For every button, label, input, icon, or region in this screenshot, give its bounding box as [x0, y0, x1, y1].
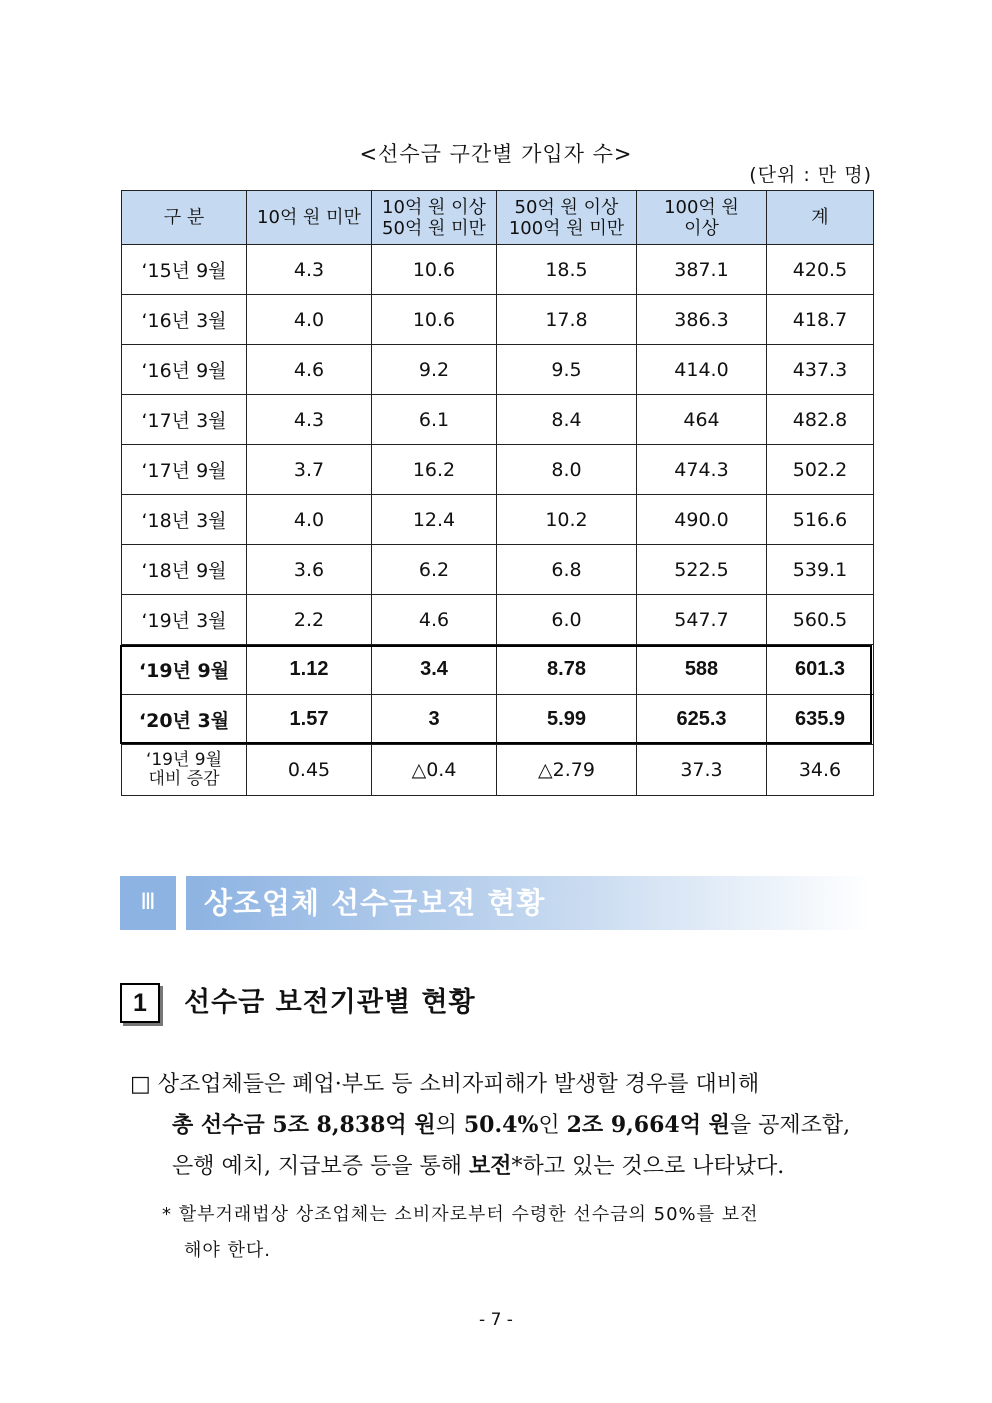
cell-text: 2.2 — [293, 608, 325, 631]
table-row — [122, 445, 874, 495]
cell-text: 4.0 — [293, 308, 325, 331]
row-label — [122, 595, 247, 645]
column-header-text: 50억 원 미만 — [382, 217, 486, 239]
footnote — [162, 1197, 874, 1269]
row-label — [122, 245, 247, 295]
cell-text: 대비 증감 — [148, 769, 220, 789]
table-cell — [497, 445, 637, 495]
table-cell — [247, 645, 372, 695]
cell-text: 0.45 — [287, 759, 331, 781]
table-cell — [247, 595, 372, 645]
table-cell — [767, 645, 874, 695]
table-cell — [637, 345, 767, 395]
cell-text: 1.12 — [289, 658, 329, 680]
cell-text: 464 — [683, 408, 720, 431]
column-header-text: 이상 — [684, 217, 719, 239]
table-cell — [637, 295, 767, 345]
cell-text: 37.3 — [680, 759, 723, 781]
table-row — [122, 745, 874, 796]
table-cell — [372, 495, 497, 545]
cell-text: 588 — [684, 658, 719, 680]
table-cell — [497, 245, 637, 295]
column-header-text: 50억 원 이상 — [514, 196, 619, 218]
table-cell — [767, 445, 874, 495]
table-cell — [247, 695, 372, 745]
table-row — [122, 295, 874, 345]
cell-text: 8.78 — [547, 658, 586, 680]
paragraph-text: *하고 있는 것으로 나타났다. — [511, 1154, 785, 1179]
table-cell — [497, 345, 637, 395]
table-cell — [497, 645, 637, 695]
table-cell — [497, 595, 637, 645]
cell-text: ‘18년 3월 — [141, 510, 227, 532]
table-row — [122, 695, 874, 745]
cell-text: 10.6 — [412, 258, 456, 281]
cell-text: 17.8 — [545, 308, 588, 331]
table-cell — [247, 395, 372, 445]
table-cell — [497, 395, 637, 445]
table-cell — [637, 245, 767, 295]
row-label — [122, 445, 247, 495]
table-cell — [767, 545, 874, 595]
table-cell — [247, 545, 372, 595]
row-label — [122, 695, 247, 745]
cell-text: 1.57 — [289, 708, 329, 730]
table-cell — [637, 495, 767, 545]
table-cell — [247, 495, 372, 545]
protected-amount: 2조 9,664억 원 — [566, 1112, 730, 1138]
table-caption: <선수금 구간별 가입자 수> — [359, 142, 633, 166]
table-row — [122, 245, 874, 295]
paragraph-text: 의 — [435, 1113, 464, 1138]
table-cell — [247, 745, 372, 796]
section-header — [120, 876, 872, 930]
table-cell — [372, 445, 497, 495]
row-label — [122, 495, 247, 545]
column-header-text: 100억 원 미만 — [508, 217, 625, 239]
table-cell — [497, 545, 637, 595]
paragraph-text: 은행 예치, 지급보증 등을 통해 — [172, 1154, 469, 1179]
subscriber-table — [121, 190, 874, 796]
cell-text: 4.0 — [293, 508, 325, 531]
cell-text: ‘19년 3월 — [141, 610, 227, 632]
cell-text: 9.5 — [551, 358, 582, 381]
column-header — [122, 191, 247, 245]
total-prepayment: 총 선수금 5조 8,838억 원 — [172, 1112, 436, 1138]
table-cell — [497, 495, 637, 545]
table-cell — [767, 745, 874, 796]
table-row — [122, 345, 874, 395]
cell-text: 18.5 — [545, 258, 588, 281]
cell-text: 502.2 — [792, 458, 848, 481]
table-cell — [372, 545, 497, 595]
subsection-number: 1 — [120, 983, 160, 1023]
cell-text: 9.2 — [418, 358, 450, 381]
cell-text: 474.3 — [674, 458, 729, 481]
column-header — [497, 191, 637, 245]
subsection-title: 선수금 보전기관별 현황 — [184, 987, 476, 1018]
table-cell — [767, 245, 874, 295]
cell-text: 414.0 — [674, 358, 729, 381]
table-cell — [497, 295, 637, 345]
cell-text: ‘19년 9월 — [138, 660, 230, 682]
paragraph-text: 상조업체들은 폐업·부도 등 소비자피해가 발생할 경우를 대비해 — [157, 1072, 760, 1097]
cell-text: 3.4 — [420, 658, 448, 680]
table-cell — [637, 545, 767, 595]
table-cell — [767, 595, 874, 645]
table-cell — [767, 695, 874, 745]
cell-text: 5.99 — [547, 708, 586, 730]
table-row — [122, 495, 874, 545]
paragraph-text: 인 — [538, 1113, 567, 1138]
bullet-icon: □ — [130, 1072, 151, 1097]
cell-text: 522.5 — [674, 558, 729, 581]
column-header-text: 100억 원 — [664, 196, 739, 218]
cell-text: 490.0 — [674, 508, 729, 531]
cell-text: ‘16년 9월 — [141, 360, 227, 382]
cell-text: 6.2 — [418, 558, 450, 581]
table-cell — [637, 445, 767, 495]
cell-text: ‘15년 9월 — [141, 260, 227, 282]
paragraph-line-2 — [130, 1105, 875, 1146]
paragraph-line-1 — [130, 1064, 875, 1105]
table-cell — [767, 295, 874, 345]
cell-text: 386.3 — [674, 308, 729, 331]
cell-text: ‘16년 3월 — [141, 310, 227, 332]
table-cell — [372, 295, 497, 345]
cell-text: 635.9 — [794, 708, 846, 730]
table-cell — [372, 395, 497, 445]
table-cell — [247, 295, 372, 345]
table-cell — [372, 245, 497, 295]
cell-text: 16.2 — [412, 458, 456, 481]
cell-text: 6.8 — [551, 558, 582, 581]
paragraph-text: 을 공제조합, — [729, 1113, 851, 1138]
table-row — [122, 545, 874, 595]
row-label — [122, 745, 247, 796]
table-cell — [497, 745, 637, 796]
column-header — [767, 191, 874, 245]
cell-text: 34.6 — [798, 759, 842, 781]
page-number: - 7 - — [479, 1310, 513, 1330]
table-cell — [372, 345, 497, 395]
column-header-text: 10억 원 이상 — [382, 196, 486, 218]
cell-text: 601.3 — [794, 658, 846, 680]
column-header-text: 10억 원 미만 — [257, 207, 361, 228]
cell-text: ‘17년 9월 — [141, 460, 227, 482]
table-row — [122, 395, 874, 445]
table-cell — [372, 595, 497, 645]
column-header-text: 구 분 — [163, 207, 205, 228]
cell-text: 12.4 — [412, 508, 456, 531]
table-row — [122, 595, 874, 645]
cell-text: 547.7 — [674, 608, 729, 631]
table-row — [122, 645, 874, 695]
cell-text: 516.6 — [792, 508, 848, 531]
table-cell — [372, 645, 497, 695]
table-cell — [637, 395, 767, 445]
cell-text: 560.5 — [792, 608, 848, 631]
ratio-value: 50.4% — [463, 1112, 539, 1138]
row-label — [122, 345, 247, 395]
cell-text: 6.0 — [551, 608, 582, 631]
cell-text: 482.8 — [792, 408, 848, 431]
row-label — [122, 645, 247, 695]
cell-text: ‘17년 3월 — [141, 410, 227, 432]
table-cell — [372, 695, 497, 745]
cell-text: 4.3 — [293, 258, 325, 281]
table-cell — [247, 245, 372, 295]
paragraph-line-3 — [130, 1146, 875, 1187]
cell-text: 418.7 — [792, 308, 848, 331]
cell-text: △2.79 — [538, 759, 595, 781]
cell-text: 4.3 — [293, 408, 325, 431]
footnote-line-2: 해야 한다. — [184, 1240, 271, 1261]
table-cell — [637, 695, 767, 745]
table-cell — [247, 445, 372, 495]
cell-text: 387.1 — [674, 258, 729, 281]
body-paragraph — [130, 1064, 875, 1187]
cell-text: 10.6 — [412, 308, 456, 331]
table-cell — [247, 345, 372, 395]
cell-text: 4.6 — [418, 608, 450, 631]
column-header — [372, 191, 497, 245]
cell-text: △0.4 — [411, 759, 457, 781]
cell-text: 8.4 — [551, 408, 582, 431]
table-header-row — [122, 191, 874, 245]
table-cell — [767, 495, 874, 545]
cell-text: 625.3 — [676, 708, 727, 730]
section-number: Ⅲ — [120, 876, 176, 930]
cell-text: 437.3 — [792, 358, 848, 381]
cell-text: 539.1 — [792, 558, 848, 581]
cell-text: 3.7 — [293, 458, 325, 481]
row-label — [122, 395, 247, 445]
table-cell — [637, 645, 767, 695]
table-cell — [637, 745, 767, 796]
table-cell — [637, 595, 767, 645]
cell-text: 4.6 — [293, 358, 325, 381]
footnote-line-1: * 할부거래법상 상조업체는 소비자로부터 수령한 선수금의 50%를 보전 — [162, 1204, 759, 1225]
cell-text: 6.1 — [418, 408, 450, 431]
cell-text: ‘20년 3월 — [138, 710, 230, 732]
cell-text: 10.2 — [545, 508, 588, 531]
cell-text: 3 — [428, 708, 440, 730]
column-header — [637, 191, 767, 245]
unit-label: (단위 : 만 명) — [749, 164, 872, 186]
row-label — [122, 295, 247, 345]
cell-text: 8.0 — [551, 458, 582, 481]
table-cell — [497, 695, 637, 745]
table-cell — [372, 745, 497, 796]
row-label — [122, 545, 247, 595]
cell-text: 420.5 — [792, 258, 848, 281]
keyword-protection: 보전 — [468, 1153, 512, 1179]
cell-text: 3.6 — [293, 558, 325, 581]
table-cell — [767, 395, 874, 445]
section-title-bar — [186, 876, 872, 930]
section-title: 상조업체 선수금보전 현황 — [204, 886, 546, 920]
table-cell — [767, 345, 874, 395]
column-header-text: 계 — [811, 207, 829, 228]
cell-text: ‘18년 9월 — [141, 560, 227, 582]
column-header — [247, 191, 372, 245]
cell-text: ‘19년 9월 — [145, 750, 223, 770]
